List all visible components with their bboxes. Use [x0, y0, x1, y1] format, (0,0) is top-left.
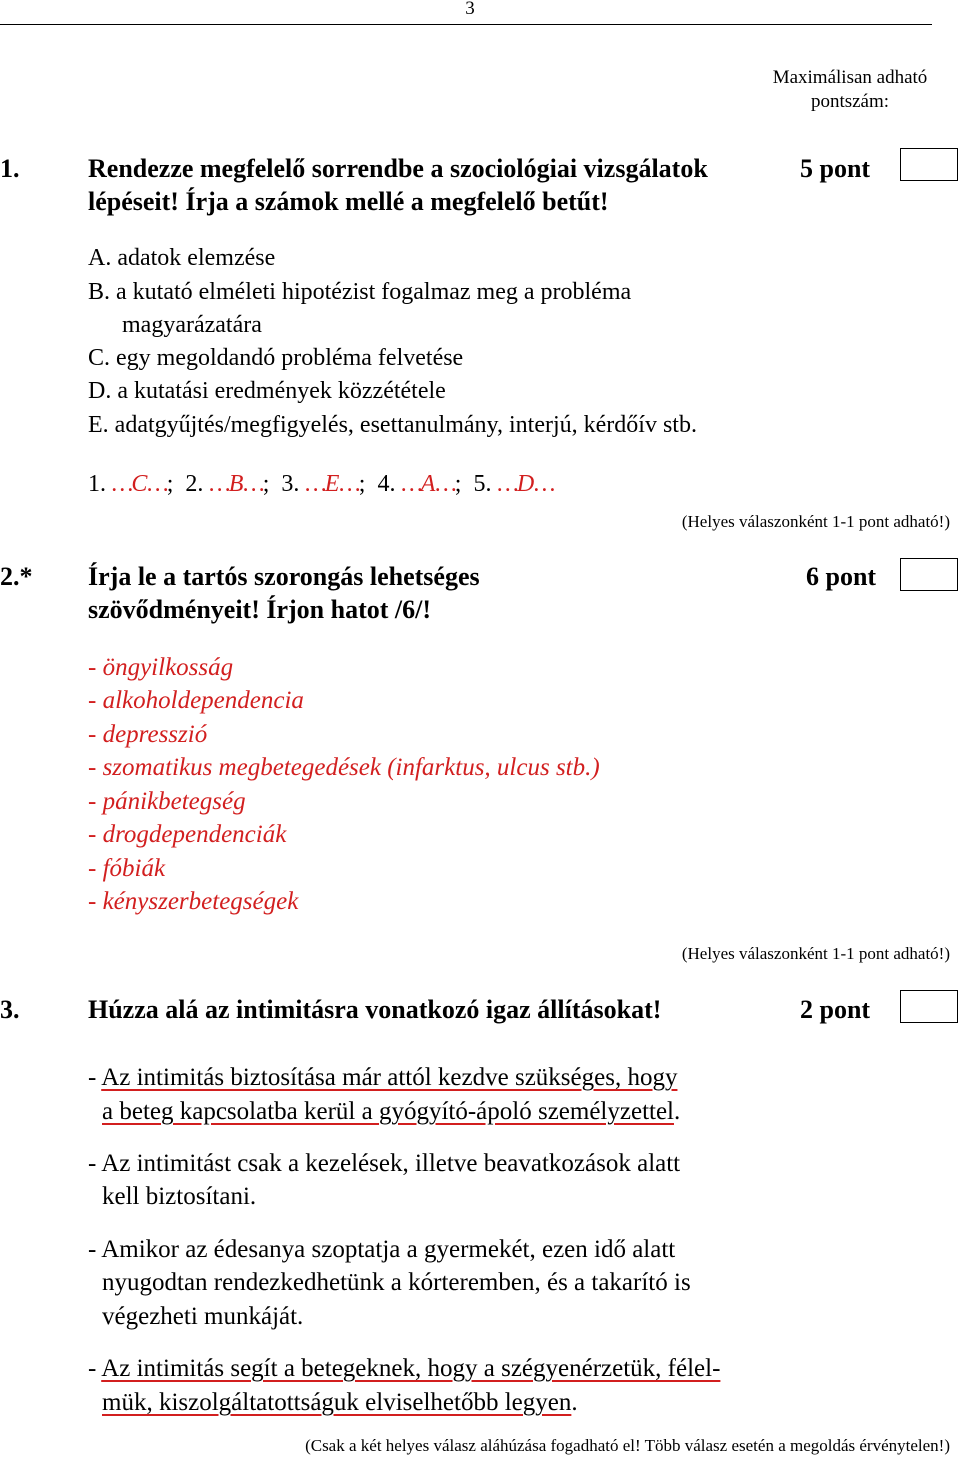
q3-statement-1-cont [102, 1095, 680, 1129]
q2-scoring-note: (Helyes válaszonként 1-1 pont adható!) [681, 944, 950, 963]
q3-statement-3-cont: nyugodtan rendezkedhetünk a kórteremben, és a takarító is [102, 1269, 691, 1296]
q1-number: 1. [0, 154, 20, 183]
q1-answer-2-num: 2. [185, 471, 204, 497]
q1-answer-1-num: 1. [88, 471, 106, 497]
q2-answer-item: - pánikbetegség [88, 788, 246, 815]
q1-score-box[interactable] [900, 148, 958, 181]
q3-statement-3: - Amikor az édesanya szoptatja a gyermekét, ezen idő alatt [88, 1236, 676, 1263]
q3-s4-line1: Az intimitás segít a betegeknek, hogy a szégyenérzetük, félel- [101, 1355, 721, 1382]
q3-s1-end: . [674, 1098, 681, 1125]
q1-option-e: E. adatgyűjtés/megfigyelés, esettanulmány, interjú, kérdőív stb. [88, 412, 697, 438]
q3-s4-line2: mük, kiszolgáltatottságuk elviselhetőbb legyen [102, 1389, 572, 1416]
q2-answer-item: - kényszerbetegségek [88, 888, 299, 915]
q1-option-b: B. a kutató elméleti hipotézist fogalmaz meg a probléma [88, 279, 632, 305]
q2-answer-item: - drogdependenciák [88, 821, 287, 848]
max-score-label-line2: pontszám: [810, 91, 890, 112]
q2-points: 6 pont [806, 562, 877, 591]
q1-answer-1: …C… [112, 471, 167, 497]
q1-title-line2: lépéseit! Írja a számok mellé a megfelelő betűt! [88, 187, 609, 216]
q2-answer-item: - alkoholdependencia [88, 687, 304, 714]
q1-scoring-note: (Helyes válaszonként 1-1 pont adható!) [681, 512, 950, 531]
q3-statement-3-cont2: végezheti munkáját. [102, 1303, 304, 1330]
q1-answer-3-num: 3. [281, 471, 300, 497]
q3-s4-end: . [571, 1389, 578, 1416]
q1-answer-3: …E… [305, 471, 359, 497]
header-rule [0, 24, 932, 25]
q1-option-a: A. adatok elemzése [88, 245, 276, 271]
q1-answer-4: …A… [401, 471, 455, 497]
q3-scoring-note: (Csak a két helyes válasz aláhúzása fogadható el! Több válasz esetén a megoldás érvénytelen!) [305, 1436, 950, 1455]
q1-points: 5 pont [800, 154, 871, 183]
q3-s1-line1: Az intimitás biztosítása már attól kezdve szükséges, hogy [101, 1064, 678, 1091]
q3-points: 2 pont [800, 995, 871, 1024]
q2-answer-item: - fóbiák [88, 855, 166, 882]
q1-answer-2: …B… [209, 471, 263, 497]
q2-answer-item: - szomatikus megbetegedések (infarktus, ulcus stb.) [88, 754, 600, 781]
q2-title-line1: Írja le a tartós szorongás lehetséges [88, 562, 480, 591]
q2-title-line2: szövődményeit! Írjon hatot /6/! [88, 595, 432, 624]
q1-option-c: C. egy megoldandó probléma felvetése [88, 345, 464, 371]
q3-s1-dash: - [88, 1064, 102, 1091]
q1-answer-5-num: 5. [473, 471, 492, 497]
q2-score-box[interactable] [900, 558, 958, 591]
q3-statement-1 [88, 1061, 677, 1095]
page-number: 3 [465, 0, 475, 19]
q2-answer-item: - öngyilkosság [88, 654, 234, 681]
q1-answer-5: …D… [497, 471, 554, 497]
q1-answer-4-num: 4. [377, 471, 396, 497]
q2-answer-item: - depresszió [88, 721, 208, 748]
q3-score-box[interactable] [900, 990, 958, 1023]
q3-s1-line2: a beteg kapcsolatba kerül a gyógyító-ápoló személyzettel [102, 1098, 674, 1125]
q3-title: Húzza alá az intimitásra vonatkozó igaz állításokat! [88, 995, 662, 1024]
q3-statement-2-cont: kell biztosítani. [102, 1183, 257, 1210]
q1-title-line1: Rendezze megfelelő sorrendbe a szociológiai vizsgálatok [88, 154, 708, 183]
q1-answer-line: 1. …C…; 2. …B…; 3. …E…; 4. …A…; 5. …D… [88, 471, 554, 497]
max-score-label-line1: Maximálisan adható [772, 67, 928, 88]
q3-statement-2: - Az intimitást csak a kezelések, illetve beavatkozások alatt [88, 1150, 681, 1177]
q1-option-b-cont: magyarázatára [122, 312, 262, 338]
q3-s4-dash: - [88, 1355, 102, 1382]
q2-number: 2.* [0, 562, 33, 591]
q1-option-d: D. a kutatási eredmények közzététele [88, 378, 446, 404]
q3-statement-4-cont [102, 1386, 578, 1420]
max-score-label [700, 66, 960, 114]
q3-number: 3. [0, 995, 20, 1024]
q3-statement-4 [88, 1352, 720, 1386]
